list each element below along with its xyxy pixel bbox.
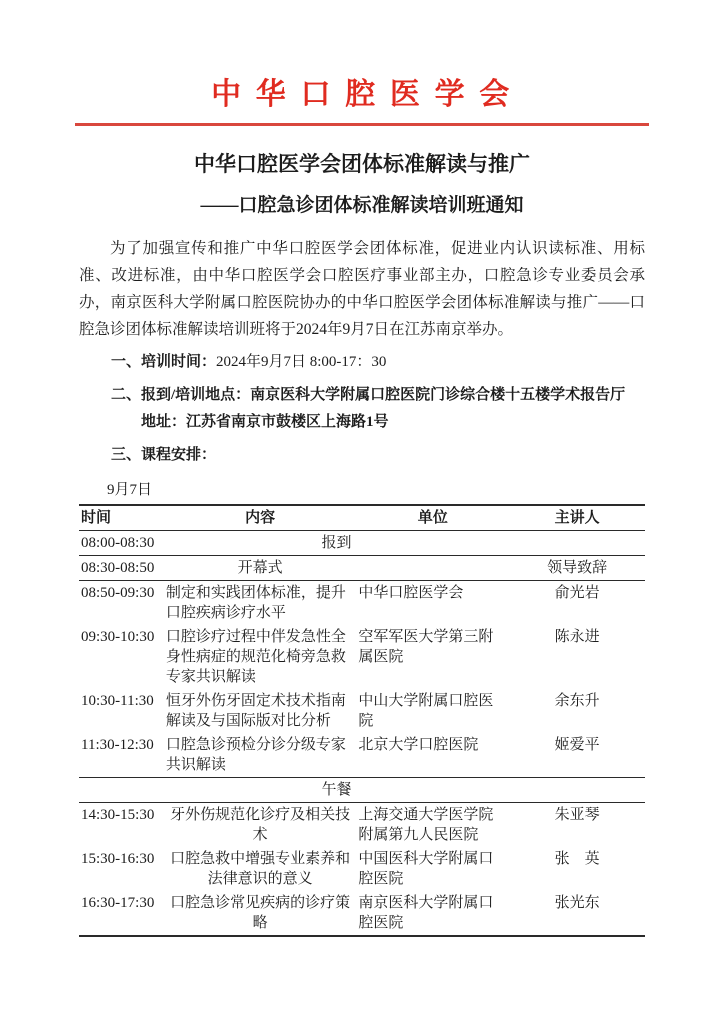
schedule-row	[79, 803, 645, 848]
schedule-table	[79, 504, 645, 937]
schedule-cell-unit: 中华口腔医学会	[358, 585, 464, 601]
schedule-cell-speaker: 张光东	[554, 895, 600, 911]
schedule-row	[79, 891, 645, 936]
schedule-cell-content: 牙外伤规范化诊疗及相关技术	[170, 807, 351, 843]
header-divider	[75, 123, 649, 126]
item-course-schedule-label: 三、课程安排：	[111, 447, 217, 463]
item-location-address: 地址：江苏省南京市鼓楼区上海路1号	[141, 414, 389, 430]
schedule-cell-content: 开幕式	[237, 560, 283, 576]
schedule-cell-time: 11:30-12:30	[81, 737, 154, 753]
item-location-value: 南京医科大学附属口腔医院门诊综合楼十五楼学术报告厅	[250, 387, 626, 403]
schedule-cell-speaker	[509, 531, 645, 556]
schedule-cell-speaker: 姬爱平	[554, 737, 600, 753]
schedule-cell-content: 口腔诊疗过程中伴发急性全身性病症的规范化椅旁急救专家共识解读	[165, 629, 346, 685]
schedule-cell-time: 08:30-08:50	[81, 560, 155, 576]
schedule-cell-unit: 中国医科大学附属口腔医院	[358, 851, 494, 887]
schedule-cell-content: 恒牙外伤牙固定术技术指南解读及与国际版对比分析	[165, 693, 346, 729]
schedule-cell-merged-content: 报到	[321, 535, 352, 551]
schedule-cell-time: 08:00-08:30	[81, 535, 155, 551]
item-training-time-label: 一、培训时间：	[111, 354, 217, 370]
schedule-table-body	[79, 531, 645, 937]
schedule-cell-unit: 空军军医大学第三附属医院	[358, 629, 494, 665]
schedule-cell-content: 口腔急诊常见疾病的诊疗策略	[170, 895, 351, 931]
schedule-header-content: 内容	[245, 510, 276, 526]
schedule-cell-merged-content: 午餐	[321, 782, 352, 798]
schedule-cell-content: 口腔急诊预检分诊分级专家共识解读	[165, 737, 346, 773]
schedule-cell-content: 口腔急救中增强专业素养和法律意识的意义	[170, 851, 351, 887]
schedule-row	[79, 581, 645, 626]
schedule-cell-speaker: 俞光岩	[554, 585, 600, 601]
schedule-cell-unit: 北京大学口腔医院	[358, 737, 479, 753]
item-training-time-value: 2024年9月7日 8:00-17：30	[216, 354, 387, 370]
doc-subtitle: ——口腔急诊团体标准解读培训班通知	[200, 195, 524, 216]
schedule-cell-time: 16:30-17:30	[81, 895, 155, 911]
schedule-row	[79, 556, 645, 581]
intro-paragraph: 为了加强宣传和推广中华口腔医学会团体标准，促进业内认识读标准、用标准、改进标准，由中华口腔医学会口腔医疗事业部主办，口腔急诊专业委员会承办，南京医科大学附属口腔医院协办的中华口腔医学会团体标准解读与推广——口腔急诊团体标准解读培训班将于2024年9月7日在江苏南京举办。	[79, 240, 645, 338]
schedule-cell-speaker: 余东升	[554, 693, 600, 709]
item-location	[111, 382, 645, 436]
schedule-cell-time: 10:30-11:30	[81, 693, 154, 709]
schedule-cell-speaker	[509, 778, 645, 803]
item-training-time	[111, 349, 645, 376]
schedule-cell-time: 15:30-16:30	[81, 851, 155, 867]
schedule-cell-unit: 中山大学附属口腔医院	[358, 693, 494, 729]
schedule-cell-time: 09:30-10:30	[81, 629, 155, 645]
item-location-label: 二、报到/培训地点：	[111, 387, 251, 403]
schedule-header-speaker: 主讲人	[554, 510, 600, 526]
schedule-cell-speaker: 陈永进	[554, 629, 600, 645]
schedule-cell-unit	[356, 556, 509, 581]
schedule-date-label: 9月7日	[107, 482, 153, 498]
schedule-cell-time: 08:50-09:30	[81, 585, 155, 601]
schedule-row	[79, 847, 645, 891]
doc-title: 中华口腔医学会团体标准解读与推广	[194, 152, 530, 176]
item-course-schedule	[111, 442, 645, 469]
schedule-cell-unit: 南京医科大学附属口腔医院	[358, 895, 494, 931]
schedule-cell-unit: 上海交通大学医学院附属第九人民医院	[358, 807, 494, 843]
schedule-header-unit: 单位	[417, 510, 448, 526]
schedule-cell-time	[79, 778, 164, 803]
schedule-row	[79, 625, 645, 689]
schedule-cell-speaker: 领导致辞	[547, 560, 608, 576]
schedule-row-merged	[79, 778, 645, 803]
item-location-line1	[111, 382, 645, 409]
schedule-cell-speaker: 张 英	[554, 851, 600, 867]
schedule-row-merged	[79, 531, 645, 556]
schedule-header-time: 时间	[81, 510, 112, 526]
schedule-cell-speaker: 朱亚琴	[554, 807, 600, 823]
schedule-row	[79, 689, 645, 733]
schedule-cell-time: 14:30-15:30	[81, 807, 155, 823]
schedule-row	[79, 733, 645, 778]
schedule-header-row	[79, 505, 645, 531]
org-name: 中 华 口 腔 医 学 会	[211, 78, 513, 111]
schedule-cell-content: 制定和实践团体标准，提升口腔疾病诊疗水平	[165, 585, 346, 621]
